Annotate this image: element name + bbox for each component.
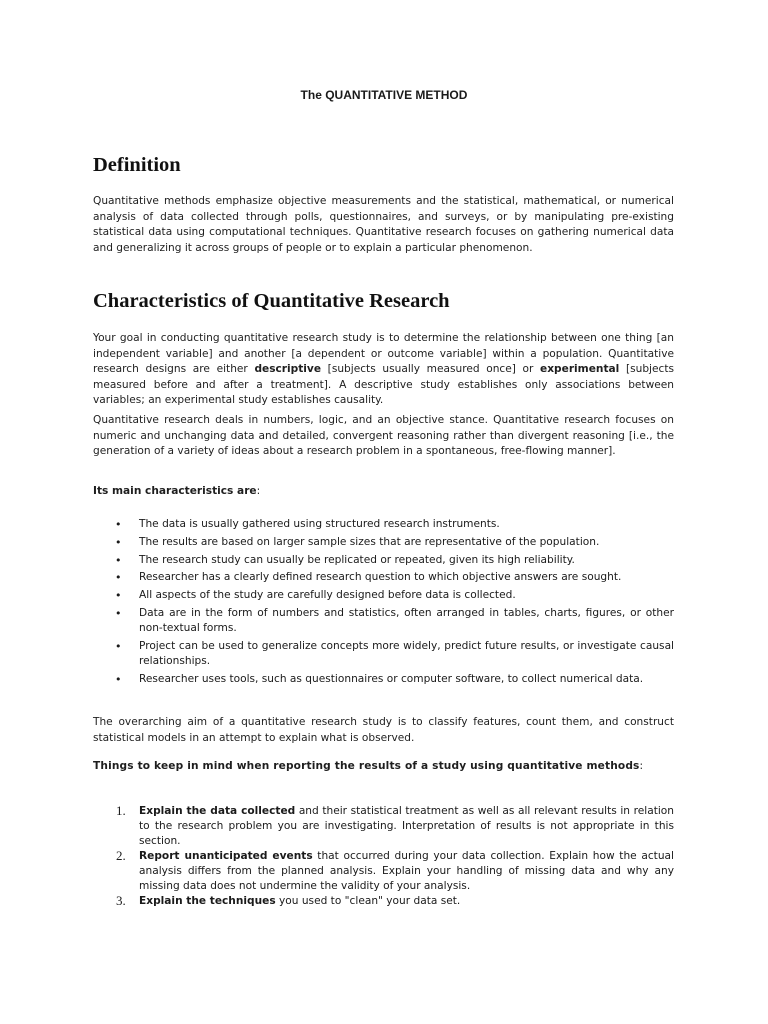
list-item — [93, 639, 674, 669]
numbered-item — [93, 849, 674, 893]
characteristics-paragraph-2: Quantitative research deals in numbers, logic, and an objective stance. Quantitative research focuses on numeric and unchanging data and detailed, convergent reasoning rather than divergent reasoning [i.e., the generation of a variety of ideas about a research problem in a spontaneous, free-flowing manner]. — [93, 414, 674, 458]
descriptive-term: descriptive — [254, 363, 322, 376]
item-bold-lead: Explain the data collected — [139, 805, 296, 817]
numbered-item — [93, 894, 674, 909]
bullet-icon: • — [115, 553, 122, 567]
main-characteristics-text: Its main characteristics are — [93, 485, 257, 497]
list-item — [93, 588, 674, 603]
item-number: 2. — [116, 848, 126, 864]
list-item — [93, 517, 674, 532]
list-item — [93, 535, 674, 550]
item-number: 3. — [116, 893, 126, 909]
list-item — [93, 570, 674, 585]
bullet-icon: • — [115, 672, 122, 686]
list-item — [93, 553, 674, 568]
overarching-aim-paragraph: The overarching aim of a quantitative research study is to classify features, count them, and construct statistical models in an attempt to explain what is observed. — [93, 716, 674, 744]
paragraph-text: Your goal in conducting quantitative research study is to determine the relationship between one thing [an independent variable] and another [a dependent or outcome variable] within a population. Quantitative research designs are either — [93, 332, 674, 376]
list-item-text: The data is usually gathered using structured research instruments. — [139, 518, 500, 530]
definition-paragraph: Quantitative methods emphasize objective measurements and the statistical, mathematical, or numerical analysis of data collected through polls, questionnaires, and surveys, or by manipulating pre-existing statistical data using computational techniques. Quantitative research focuses on gathering numerical data and generalizing it across groups of people or to explain a particular phenomenon. — [93, 195, 674, 254]
paragraph-text: [subjects usually measured once] or — [321, 363, 541, 376]
item-text: you used to "clean" your data set. — [275, 895, 461, 908]
numbered-item — [93, 804, 674, 848]
list-item-text: The results are based on larger sample sizes that are representative of the population. — [139, 535, 600, 548]
characteristics-paragraph-1 — [93, 331, 674, 409]
bullet-icon: • — [115, 606, 122, 620]
paragraph-text: [subjects measured before and after a treatment]. A descriptive study establishes only associations between variables; an experimental study establishes causality. — [93, 363, 674, 407]
bullet-icon: • — [115, 589, 122, 603]
list-item — [93, 672, 674, 687]
list-item-text: Project can be used to generalize concepts more widely, predict future results, or investigate causal relationships. — [139, 639, 674, 668]
label-colon: : — [639, 760, 644, 772]
document-title: The QUANTITATIVE METHOD — [300, 88, 468, 102]
bullet-icon: • — [115, 535, 122, 549]
list-item — [93, 606, 674, 636]
characteristics-bullet-list — [93, 517, 674, 690]
label-colon: : — [256, 485, 261, 497]
list-item-text: All aspects of the study are carefully designed before data is collected. — [139, 589, 516, 602]
main-characteristics-label — [93, 484, 674, 500]
list-item-text: Researcher uses tools, such as questionnaires or computer software, to collect numerical data. — [139, 672, 644, 685]
item-text: that occurred during your data collection. Explain how the actual analysis differs from the planned analysis. Explain your handling of missing data and why any missing data does not undermine the validity of your analysis. — [139, 850, 674, 892]
item-number: 1. — [116, 803, 126, 818]
experimental-term: experimental — [540, 363, 620, 376]
bullet-icon: • — [115, 571, 122, 585]
item-bold-lead: Report unanticipated events — [139, 850, 313, 863]
item-text: and their statistical treatment as well as all relevant results in relation to the research problem you are investigating. Interpretation of results is not appropriate in this section. — [139, 805, 674, 847]
list-item-text: Researcher has a clearly defined research question to which objective answers are sought. — [139, 571, 622, 584]
reporting-numbered-list — [93, 804, 674, 910]
item-bold-lead: Explain the techniques — [139, 895, 276, 908]
bullet-icon: • — [115, 518, 122, 531]
things-to-keep-in-mind-text: Things to keep in mind when reporting the results of a study using quantitative methods — [93, 760, 640, 772]
definition-heading: Definition — [93, 154, 181, 176]
things-to-keep-in-mind-label — [93, 759, 674, 775]
characteristics-heading: Characteristics of Quantitative Research — [93, 290, 450, 312]
list-item-text: Data are in the form of numbers and statistics, often arranged in tables, charts, figures, or other non-textual forms. — [139, 606, 674, 635]
list-item-text: The research study can usually be replicated or repeated, given its high reliability. — [139, 553, 575, 566]
bullet-icon: • — [115, 639, 122, 653]
